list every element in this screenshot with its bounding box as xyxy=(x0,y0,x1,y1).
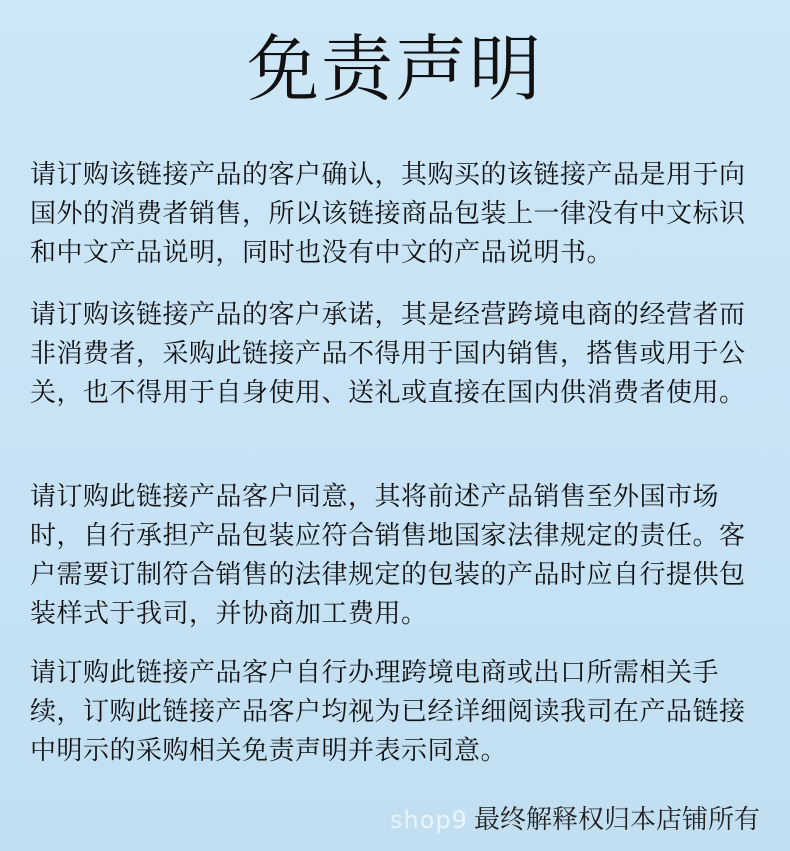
footer-rights-statement: 最终解释权归本店铺所有 xyxy=(473,805,760,835)
paragraph-confirmation: 请订购该链接产品的客户确认，其购买的该链接产品是用于向国外的消费者销售，所以该链接商品包装上一律没有中文标识和中文产品说明，同时也没有中文的产品说明书。 xyxy=(30,160,746,268)
watermark: shop9 xyxy=(390,806,468,834)
page-title: 免责声明 xyxy=(246,27,543,111)
paragraph-agreement: 请订购此链接产品客户同意，其将前述产品销售至外国市场时，自行承担产品包装应符合销售地国家法律规定的责任。客户需要订制符合销售的法律规定的包装的产品时应自行提供包装样式于我司，并协商加工费用。 xyxy=(30,482,746,629)
paragraph-procedures: 请订购此链接产品客户自行办理跨境电商或出口所需相关手续，订购此链接产品客户均视为已经详细阅读我司在产品链接中明示的采购相关免责声明并表示同意。 xyxy=(30,658,746,766)
paragraph-commitment: 请订购该链接产品的客户承诺，其是经营跨境电商的经营者而非消费者，采购此链接产品不得用于国内销售，搭售或用于公关，也不得用于自身使用、送礼或直接在国内供消费者使用。 xyxy=(30,300,746,408)
